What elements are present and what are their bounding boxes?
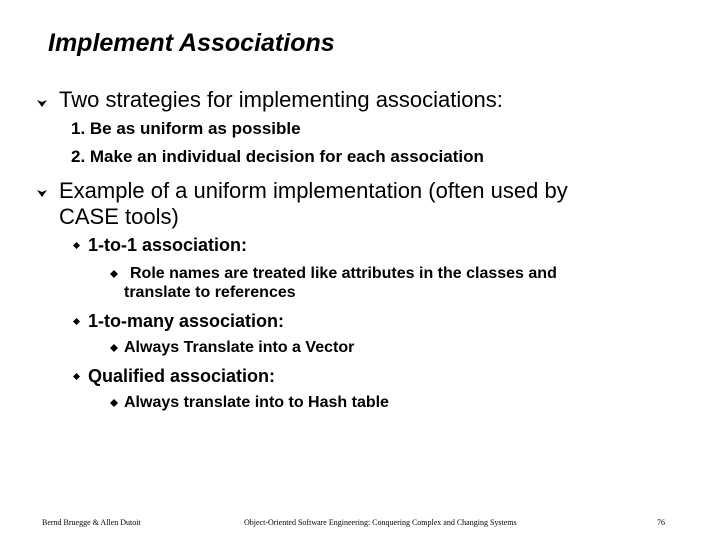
sub-1-to-1-label: 1-to-1 association: [88, 235, 248, 255]
sub-1-to-many-detail: Always Translate into a Vector [124, 339, 355, 356]
diamond-bullet-icon [110, 399, 118, 407]
diamond-bullet-icon [110, 344, 118, 352]
sub-1-to-1-detail-line2: translate to references [124, 284, 296, 301]
diamond-bullet-icon [73, 242, 80, 249]
page-number: 76 [657, 518, 665, 527]
strategy-item-2: 2. Make an individual decision for each association [71, 147, 484, 166]
checkmark-diamond-icon [36, 186, 48, 198]
footer-book-title: Object-Oriented Software Engineering: Conquering Complex and Changing Systems [244, 518, 517, 527]
diamond-bullet-icon [73, 318, 80, 325]
diamond-bullet-icon [110, 270, 118, 278]
diamond-bullet-icon [73, 373, 80, 380]
sub-1-to-1-detail-line1: Role names are treated like attributes in the classes and [130, 265, 557, 282]
checkmark-diamond-icon [36, 96, 48, 108]
sub-1-to-many-label: 1-to-many association: [88, 311, 285, 331]
bullet-2-text-line2: CASE tools) [59, 204, 179, 229]
slide-title: Implement Associations [48, 29, 335, 57]
footer-authors: Bernd Bruegge & Allen Dutoit [42, 518, 141, 527]
bullet-2-text-line1: Example of a uniform implementation (often used by [59, 178, 568, 203]
bullet-1-text: Two strategies for implementing associations: [59, 87, 503, 112]
strategy-item-1: 1. Be as uniform as possible [71, 119, 301, 138]
sub-qualified-label: Qualified association: [88, 366, 276, 386]
sub-qualified-detail: Always translate into to Hash table [124, 394, 389, 411]
